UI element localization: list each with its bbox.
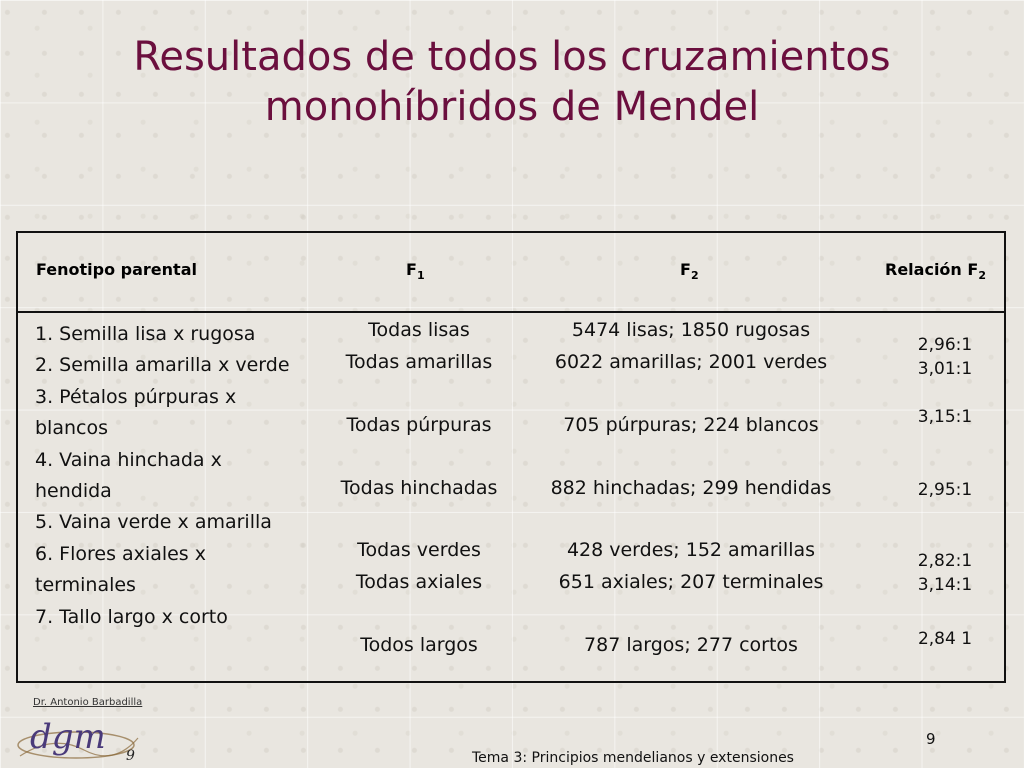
phenotype-cell: 7. Tallo largo x corto [35, 605, 228, 628]
header-f2 [680, 260, 699, 282]
phenotype-column [35, 319, 297, 633]
header-ratio-label: Relación F [885, 260, 979, 279]
ratio-cell: 2,95:1 [917, 480, 973, 500]
ratio-cell: 2,84 1 [917, 629, 973, 649]
ratio-cell: 3,14:1 [917, 575, 973, 595]
ratio-cell: 2,96:1 [917, 335, 973, 355]
f1-cell: Todas lisas [368, 319, 470, 341]
author-link[interactable]: Dr. Antonio Barbadilla [33, 697, 143, 708]
f2-cell: 882 hinchadas; 299 hendidas [550, 477, 832, 499]
table-header [18, 233, 1004, 313]
results-table [16, 231, 1006, 683]
f2-cell: 6022 amarillas; 2001 verdes [554, 351, 828, 373]
header-f1-sub: 1 [416, 269, 425, 283]
phenotype-cell: 4. Vaina hinchada x hendida [35, 448, 222, 503]
header-ratio-sub: 2 [978, 269, 986, 283]
f1-cell: Todas verdes [357, 539, 481, 561]
f1-cell: Todas hinchadas [340, 477, 498, 499]
header-f2-label: F [680, 260, 691, 279]
header-phenotype-label: Fenotipo parental [36, 260, 197, 279]
f1-cell: Todas amarillas [345, 351, 493, 373]
header-f2-sub: 2 [690, 269, 699, 283]
slide-title [0, 32, 1024, 132]
f2-cell: 705 púrpuras; 224 blancos [563, 414, 819, 436]
f2-cell: 787 largos; 277 cortos [584, 634, 798, 656]
page-number: 9 [926, 730, 936, 748]
phenotype-cell: 1. Semilla lisa x rugosa [35, 323, 256, 345]
logo-text: dgm [30, 717, 106, 757]
f1-cell: Todas axiales [355, 571, 483, 593]
footer-slide-number: 9 [126, 748, 135, 764]
phenotype-cell: 3. Pétalos púrpuras x blancos [35, 385, 237, 440]
ratio-cell: 2,82:1 [917, 551, 973, 571]
phenotype-cell: 5. Vaina verde x amarilla [35, 511, 272, 534]
f2-cell: 5474 lisas; 1850 rugosas [571, 319, 811, 341]
title-line-1: Resultados de todos los cruzamientos [133, 34, 891, 80]
f2-cell: 428 verdes; 152 amarillas [566, 539, 816, 561]
header-f1 [406, 260, 425, 282]
dgm-logo [14, 712, 144, 766]
ratio-cell: 3,15:1 [917, 407, 973, 427]
phenotype-cell: 2. Semilla amarilla x verde [35, 354, 290, 377]
f2-cell: 651 axiales; 207 terminales [558, 571, 824, 593]
footer-topic: Tema 3: Principios mendelianos y extensiones [472, 750, 794, 766]
ratio-cell: 3,01:1 [917, 359, 973, 379]
f1-cell: Todos largos [360, 634, 478, 656]
title-line-2: monohíbridos de Mendel [264, 84, 760, 130]
header-f1-label: F [406, 260, 417, 279]
header-phenotype [36, 260, 197, 279]
header-ratio [885, 260, 986, 282]
f1-cell: Todas púrpuras [346, 414, 492, 436]
phenotype-cell: 6. Flores axiales x terminales [35, 542, 206, 597]
